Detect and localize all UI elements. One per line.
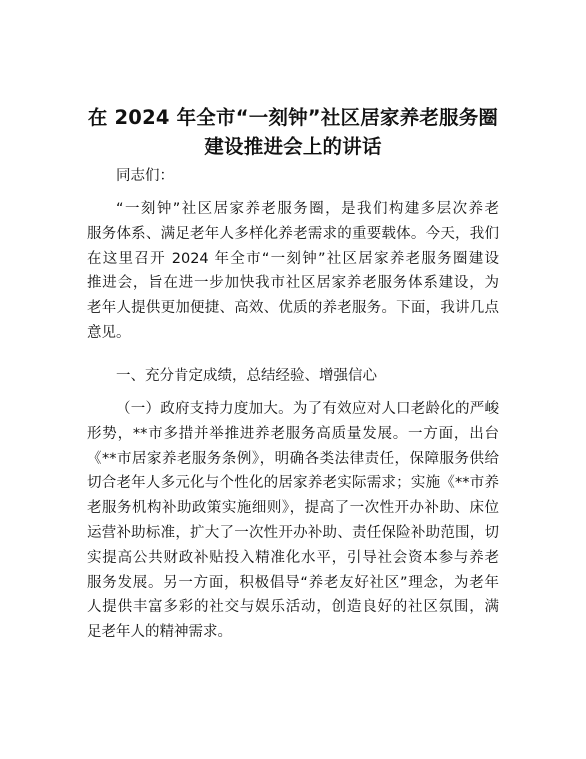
section-line: 实提高公共财政补贴投入精准化水平，引导社会资本参与养老 bbox=[87, 549, 499, 566]
document-title-line-2: 建设推进会上的讲话 bbox=[204, 135, 382, 158]
section-line: 服务发展。另一方面，积极倡导“养老友好社区”理念，为老年 bbox=[87, 574, 499, 591]
section-line: 形势，**市多措并举推进养老服务高质量发展。一方面，出台 bbox=[87, 425, 499, 442]
section-line: 人提供丰富多彩的社交与娱乐活动，创造良好的社区氛围，满 bbox=[87, 599, 499, 616]
intro-line: 意见。 bbox=[87, 324, 131, 341]
section-heading: 一、充分肯定成绩，总结经验、增强信心 bbox=[116, 368, 377, 384]
intro-line: 推进会，旨在进一步加快我市社区居家养老服务体系建设，为 bbox=[87, 275, 499, 292]
intro-line: 在这里召开 2024 年全市“一刻钟”社区居家养老服务圈建设 bbox=[87, 250, 499, 267]
intro-line: 服务体系、满足老年人多样化养老需求的重要载体。今天，我们 bbox=[87, 225, 499, 242]
intro-paragraph bbox=[87, 197, 499, 346]
section-line: 足老年人的精神需求。 bbox=[87, 624, 232, 641]
intro-line: “一刻钟”社区居家养老服务圈，是我们构建多层次养老 bbox=[116, 201, 499, 217]
section-line: 老服务机构补助政策实施细则》，提高了一次性开办补助、床位 bbox=[87, 500, 499, 517]
document-title-line-1: 在 2024 年全市“一刻钟”社区居家养老服务圈 bbox=[87, 106, 499, 129]
intro-line: 老年人提供更加便捷、高效、优质的养老服务。下面，我讲几点 bbox=[87, 300, 499, 317]
section-line: 运营补助标准，扩大了一次性开办补助、责任保险补助范围，切 bbox=[87, 524, 499, 541]
section-line: 《**市居家养老服务条例》，明确各类法律责任，保障服务供给 bbox=[87, 450, 499, 467]
section-line: （一）政府支持力度加大。为了有效应对人口老龄化的严峻 bbox=[116, 401, 499, 417]
section-paragraph bbox=[87, 397, 499, 645]
salutation: 同志们： bbox=[116, 168, 174, 184]
section-line: 切合老年人多元化与个性化的居家养老实际需求；实施《**市养 bbox=[87, 475, 499, 492]
